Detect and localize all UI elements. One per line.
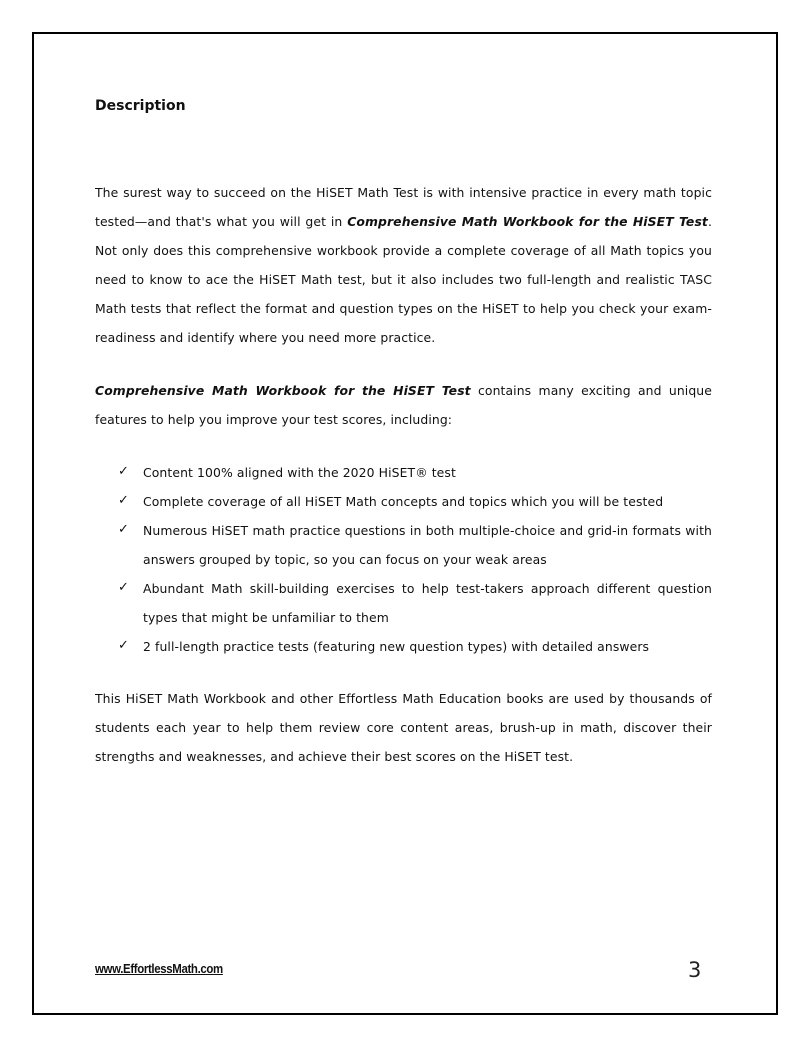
feature-text: Content 100% aligned with the 2020 HiSET® test [143,465,456,480]
intro-text-after: . Not only does this comprehensive workbook provide a complete coverage of all Math topics you need to know to ace the HiSET Math test, but it also includes two full-length and realistic TASC Math tests that reflect the format and question types on the HiSET to help you check your exam-readiness and identify where you need more practice. [95,214,712,345]
intro-paragraph [95,178,712,352]
checkmark-icon: ✓ [118,493,129,508]
feature-list [95,458,712,661]
checkmark-icon: ✓ [118,522,129,537]
feature-item [95,458,712,487]
feature-item [95,516,712,574]
book-title: Comprehensive Math Workbook for the HiSET Test [347,214,708,229]
feature-text: Abundant Math skill-building exercises to help test-takers approach different question types that might be unfamiliar to them [143,581,712,625]
closing-paragraph: This HiSET Math Workbook and other Effortless Math Education books are used by thousands of students each year to help them review core content areas, brush-up in math, discover their strengths and weaknesses, and achieve their best scores on the HiSET test. [95,691,712,764]
intro-text-before: The surest way to succeed on the HiSET Math Test is with intensive practice in every math topic tested—and that's what you will get in [95,185,712,229]
feature-text: Numerous HiSET math practice questions in both multiple-choice and grid-in formats with answers grouped by topic, so you can focus on your weak areas [143,523,712,567]
checkmark-icon: ✓ [118,638,129,653]
feature-item [95,574,712,632]
website-link[interactable]: www.EffortlessMath.com [95,961,223,976]
book-title: Comprehensive Math Workbook for the HiSET Test [95,383,471,398]
feature-item [95,632,712,661]
checkmark-icon: ✓ [118,464,129,479]
feature-text: 2 full-length practice tests (featuring new question types) with detailed answers [143,639,650,654]
page-content [95,96,712,764]
feature-item [95,487,712,516]
checkmark-icon: ✓ [118,580,129,595]
page-number: 3 [688,958,702,982]
features-intro-text: contains many exciting and unique features to help you improve your test scores, including: [95,383,712,427]
features-intro-paragraph [95,376,712,434]
feature-text: Complete coverage of all HiSET Math concepts and topics which you will be tested [143,494,664,509]
section-heading: Description [95,98,186,114]
